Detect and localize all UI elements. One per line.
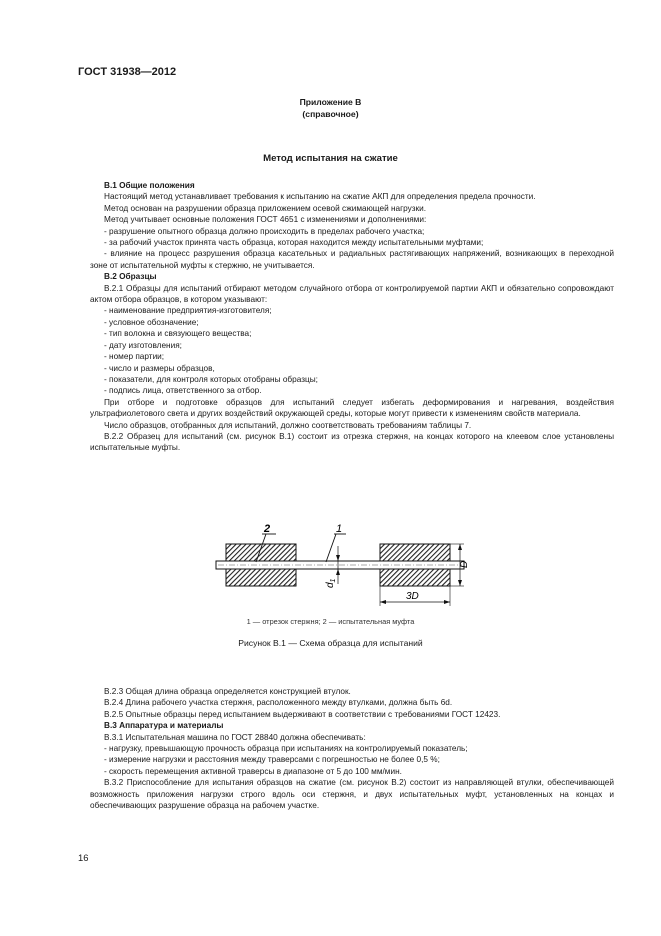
- paragraph: - число и размеры образцов,: [104, 363, 215, 373]
- annex-subtitle: (справочное): [302, 109, 359, 119]
- paragraph: - условное обозначение;: [104, 317, 199, 327]
- page-header-doc-code: ГОСТ 31938—2012: [78, 66, 177, 78]
- page-number: 16: [78, 852, 89, 863]
- main-title: Метод испытания на сжатие: [263, 153, 398, 164]
- dimension-d1-label: $d_1$: [325, 578, 337, 588]
- specimen-diagram: [210, 520, 470, 612]
- paragraph: При отборе и подготовке образцов для испытаний следует избегать деформирования и нагревания, воздействия ультрафиолетового света и других воздействий окружающей среды, которые могут привести к изменениям свойств материала.: [90, 397, 614, 419]
- figure-legend: 1 — отрезок стержня; 2 — испытательная муфта: [246, 617, 415, 626]
- paragraph: Метод учитывает основные положения ГОСТ 4651 с изменениями и дополнениями:: [104, 215, 427, 225]
- paragraph: - наименование предприятия-изготовителя;: [104, 306, 272, 316]
- paragraph: Число образцов, отобранных для испытаний, должно соответствовать требованиям таблицы 7.: [104, 420, 472, 430]
- paragraph: - дату изготовления;: [104, 340, 182, 350]
- figure-caption: Рисунок В.1 — Схема образца для испытаний: [238, 638, 423, 648]
- paragraph: - за рабочий участок принята часть образца, которая находится между испытательными муфтами;: [104, 238, 484, 248]
- leader-line-1: [326, 534, 336, 562]
- paragraph: В.2.4 Длина рабочего участка стержня, расположенного между втулками, должна быть 6d.: [104, 698, 453, 708]
- paragraph: - подпись лица, ответственного за отбор.: [104, 386, 262, 396]
- section-heading: В.2 Образцы: [104, 272, 157, 282]
- paragraph: В.2.5 Опытные образцы перед испытанием выдерживают в соответствии с требованиями ГОСТ 12423.: [104, 709, 501, 719]
- paragraph: В.3.2 Приспособление для испытания образцов на сжатие (см. рисунок В.2) состоит из направляющей втулки, обеспечивающей возможность приложения нагрузки строго вдоль оси стержня, и двух испытательных муфт, установленных на концах и обеспечивающих разрушение образца на рабочем участке.: [90, 778, 614, 811]
- paragraph: - тип волокна и связующего вещества;: [104, 329, 252, 339]
- annex-title: Приложение В: [299, 97, 362, 107]
- paragraph: В.2.2 Образец для испытаний (см. рисунок В.1) состоит из отрезка стержня, на концах которого на клеевом слое установлены испытательные муфты.: [90, 431, 614, 453]
- figure-label-2: 2: [264, 523, 271, 535]
- paragraph: В.2.1 Образцы для испытаний отбирают методом случайного отбора от контролируемой партии АКП и обязательно сопровождают актом отбора образцов, в котором указывают:: [90, 283, 614, 305]
- figure-label-1: 1: [336, 523, 343, 535]
- paragraph: Настоящий метод устанавливает требования к испытанию на сжатие АКП для определения предела прочности.: [104, 192, 536, 202]
- paragraph: - скорость перемещения активной траверсы в диапазоне от 5 до 100 мм/мин.: [104, 766, 402, 776]
- paragraph: - номер партии;: [104, 352, 165, 362]
- body-text-section-1: [90, 180, 614, 454]
- paragraph: - показатели, для контроля которых отобраны образцы;: [104, 374, 318, 384]
- paragraph: - разрушение опытного образца должно происходить в пределах рабочего участка;: [104, 226, 425, 236]
- paragraph: В.3.1 Испытательная машина по ГОСТ 28840 должна обеспечивать:: [104, 732, 366, 742]
- paragraph: В.2.3 Общая длина образца определяется конструкцией втулок.: [104, 687, 351, 696]
- paragraph: - нагрузку, превышающую прочность образца при испытаниях на контролируемый показатель;: [104, 744, 468, 754]
- section-heading: В.1 Общие положения: [104, 181, 195, 190]
- dimension-D-label: D: [459, 560, 470, 568]
- body-text-section-2: [90, 686, 614, 811]
- dimension-3D-label: 3D: [406, 591, 419, 602]
- paragraph: - измерение нагрузки и расстояния между траверсами с погрешностью не более 0,5 %;: [104, 755, 440, 765]
- paragraph: - влияние на процесс разрушения образца касательных и радиальных растягивающих напряжений, возникающих в переходной зоне от испытательной муфты к стержню, не учитывается.: [90, 249, 614, 270]
- section-heading: В.3 Аппаратура и материалы: [104, 721, 224, 731]
- paragraph: Метод основан на разрушении образца приложением осевой сжимающей нагрузки.: [104, 203, 427, 213]
